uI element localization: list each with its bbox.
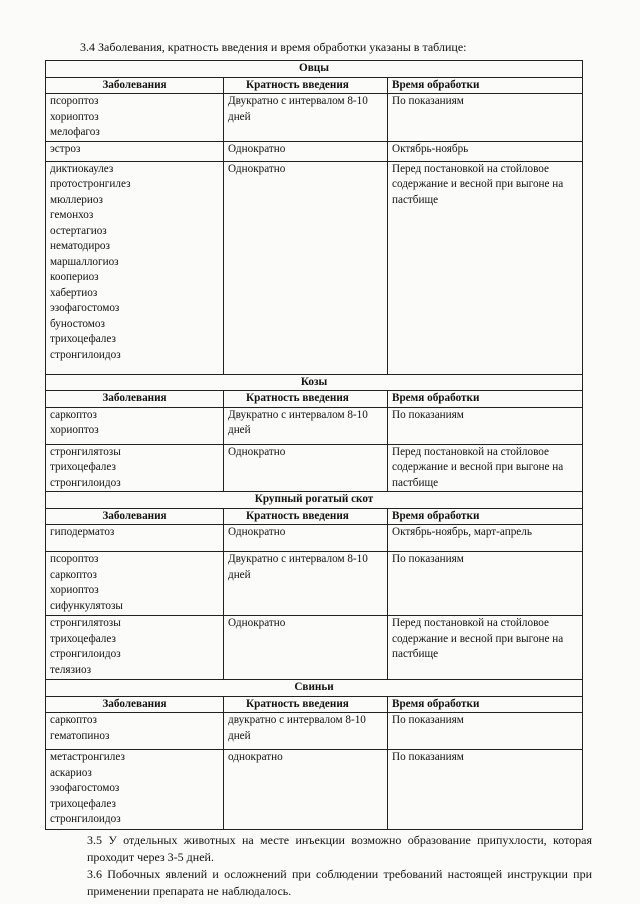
disease-name: эстроз [50,142,81,155]
time-text: Перед постановкой на стойловое содержание и весной при выгоне на пастбище [392,162,564,206]
disease-name: аскариоз [50,766,92,779]
disease-name: трихоцефалез [50,461,116,473]
disease-name: буностомоз [50,317,105,330]
disease-name: телязиоз [50,663,92,676]
table-row [46,141,583,161]
disease-name: гиподерматоз [50,526,115,538]
time-cell [388,525,583,552]
disease-name: гематопиноз [50,729,110,742]
disease-name: стронгилоидоз [50,813,121,825]
disease-name: трихоцефалез [50,333,116,345]
section-row [46,492,583,509]
disease-cell [46,161,224,374]
disease-name: нематодироз [50,240,110,252]
footer-notes [47,832,592,900]
time-header: Время обработки [388,696,583,713]
section-row [46,374,583,391]
frequency-text: Однократно [228,445,286,458]
disease-name: мюллериоз [50,193,103,206]
disease-name: эзофагостомоз [50,302,120,314]
time-cell [388,161,583,374]
frequency-cell [224,750,388,830]
time-text: По показаниям [392,553,464,565]
table-row [46,525,583,552]
disease-header: Заболевания [46,696,224,713]
section-title: Свиньи [46,680,583,697]
disease-name: хориоптоз [50,110,99,123]
frequency-cell [224,161,388,374]
disease-name: стронгилятозы [50,617,121,629]
disease-name: стронгилоидоз [50,348,121,361]
time-header: Время обработки [388,391,583,408]
time-cell [388,750,583,830]
intro-text: 3.4 Заболевания, кратность введения и время обработки указаны в таблице: [80,40,467,54]
disease-name: эзофагостомоз [50,782,120,794]
frequency-text: двукратно с интервалом 8-10 дней [228,714,366,742]
frequency-text: Двукратно с интервалом 8-10 дней [228,553,368,581]
header-row [46,508,583,525]
disease-name: гемонхоз [50,209,94,221]
time-cell [388,616,583,680]
disease-name: хориоптоз [50,424,99,436]
disease-cell [46,713,224,750]
disease-cell [46,141,224,161]
paragraph-3-6: 3.6 Побочных явлений и осложнений при соблюдении требований настоящей инструкции при применении препарата не наблюдалось. [87,867,592,898]
table-row [46,616,583,680]
frequency-text: Однократно [228,142,286,155]
frequency-cell [224,407,388,444]
frequency-cell [224,141,388,161]
time-cell [388,552,583,616]
treatment-table [45,60,583,830]
disease-name: псороптоз [50,95,99,107]
disease-cell [46,444,224,492]
disease-name: саркоптоз [50,568,97,581]
disease-cell [46,525,224,552]
disease-name: хабертиоз [50,286,98,299]
disease-name: маршаллогиоз [50,255,119,268]
table-row [46,713,583,750]
disease-name: стронгилоидоз [50,476,121,489]
time-text: Октябрь-ноябрь, март-апрель [392,526,532,538]
table-row [46,750,583,830]
disease-cell [46,94,224,142]
disease-header: Заболевания [46,508,224,525]
table-row [46,94,583,142]
frequency-cell [224,713,388,750]
time-header: Время обработки [388,508,583,525]
disease-cell [46,552,224,616]
disease-cell [46,750,224,830]
time-text: По показаниям [392,751,464,763]
header-row [46,77,583,94]
table-row [46,161,583,374]
disease-cell [46,616,224,680]
frequency-header: Кратность введения [224,696,388,713]
table-row [46,407,583,444]
disease-name: метастронгилез [50,751,125,763]
disease-cell [46,407,224,444]
table-row [46,444,583,492]
time-cell [388,94,583,142]
frequency-cell [224,444,388,492]
frequency-header: Кратность введения [224,391,388,408]
disease-name: трихоцефалез [50,632,116,645]
paragraph-3-5: 3.5 У отдельных животных на месте инъекции возможно образование припухлости, которая проходит через 3-5 дней. [87,833,592,864]
time-cell [388,407,583,444]
header-row [46,696,583,713]
disease-name: коопериоз [50,271,99,283]
time-text: По показаниям [392,714,464,726]
time-cell [388,444,583,492]
frequency-cell [224,94,388,142]
disease-name: мелофагоз [50,126,100,138]
time-text: По показаниям [392,408,464,421]
time-cell [388,713,583,750]
disease-name: саркоптоз [50,714,97,726]
frequency-text: Однократно [228,526,286,538]
disease-name: остертагиоз [50,224,107,237]
section-row [46,61,583,78]
frequency-text: Двукратно с интервалом 8-10 дней [228,408,368,436]
frequency-text: Двукратно с интервалом 8-10 дней [228,95,368,123]
frequency-cell [224,525,388,552]
disease-name: саркоптоз [50,408,97,421]
disease-name: стронгилоидоз [50,648,121,660]
disease-name: протостронгилез [50,178,131,190]
section-title: Овцы [46,61,583,78]
time-text: Октябрь-ноябрь [392,142,469,155]
frequency-header: Кратность введения [224,77,388,94]
section-row [46,680,583,697]
section-title: Козы [46,374,583,391]
time-cell [388,141,583,161]
section-title: Крупный рогатый скот [46,492,583,509]
frequency-text: Однократно [228,162,286,175]
frequency-header: Кратность введения [224,508,388,525]
time-text: Перед постановкой на стойловое содержание и весной при выгоне на пастбище [392,445,564,489]
time-text: По показаниям [392,95,464,107]
disease-header: Заболевания [46,77,224,94]
time-text: Перед постановкой на стойловое содержание и весной при выгоне на пастбище [392,617,564,660]
disease-name: сифункулятозы [50,599,123,612]
time-header: Время обработки [388,77,583,94]
disease-name: стронгилятозы [50,445,121,458]
disease-name: хориоптоз [50,584,99,596]
disease-name: диктиокаулез [50,162,114,175]
frequency-text: Однократно [228,617,286,629]
header-row [46,391,583,408]
frequency-text: однократно [228,751,283,763]
disease-header: Заболевания [46,391,224,408]
disease-name: трихоцефалез [50,797,116,810]
frequency-cell [224,552,388,616]
table-row [46,552,583,616]
frequency-cell [224,616,388,680]
disease-name: псороптоз [50,553,99,565]
